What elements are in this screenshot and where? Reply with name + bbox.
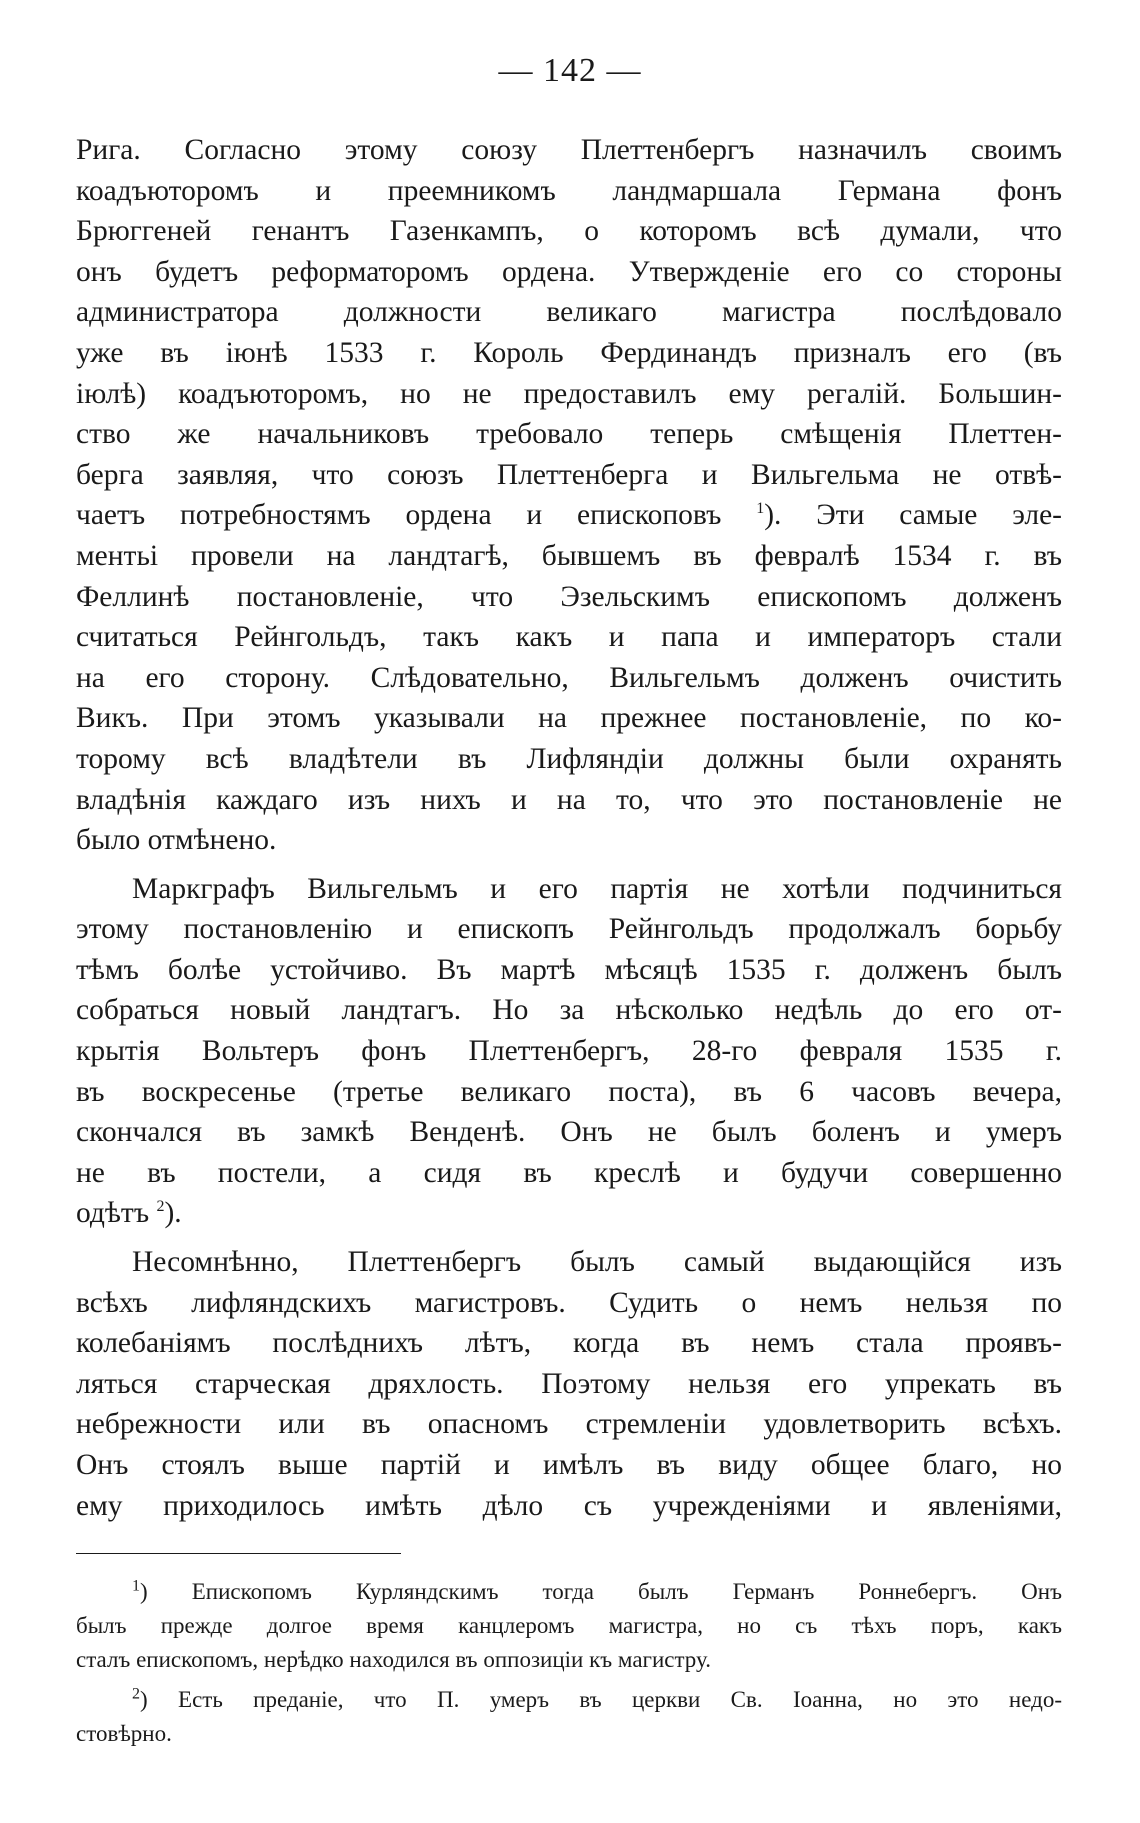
text-line: владѣнія каждаго изъ нихъ и на то, что это постановленіе не (76, 783, 1062, 816)
paragraph-3 (76, 1242, 1062, 1526)
text-segment: одѣтъ (76, 1197, 150, 1230)
footnotes (76, 1575, 1062, 1751)
text-line: онъ будетъ реформаторомъ ордена. Утвержденіе его со стороны (76, 255, 1062, 288)
text-line: въ воскресенье (третье великаго поста), въ 6 часовъ вечера, (76, 1075, 1062, 1108)
text-line: всѣхъ лифляндскихъ магистровъ. Судить о немъ нельзя по (76, 1286, 1062, 1319)
text-line: ментьі провели на ландтагѣ, бывшемъ въ февралѣ 1534 г. въ (76, 539, 1062, 572)
text-line: берга заявляя, что союзъ Плеттенберга и Вильгельма не отвѣ- (76, 458, 1062, 491)
text-line: коадъюторомъ и преемникомъ ландмаршала Германа фонъ (76, 174, 1062, 207)
page-number: — 142 — (498, 52, 642, 89)
text-segment: ) Епископомъ Курляндскимъ тогда былъ Германъ Роннебергъ. Онъ (140, 1579, 1062, 1604)
footnote-line: стовѣрно. (76, 1721, 172, 1746)
text-segment: ) Есть преданіе, что П. умеръ въ церкви Св. Іоанна, но это недо- (140, 1687, 1062, 1712)
footnote-line: сталъ епископомъ, нерѣдко находился въ оппозиціи къ магистру. (76, 1647, 711, 1672)
text-line: Рига. Согласно этому союзу Плеттенбергъ назначилъ своимъ (76, 134, 1062, 166)
text-line: Феллинѣ постановленіе, что Эзельскимъ епископомъ долженъ (76, 580, 1062, 613)
text-line: Брюггеней генантъ Газенкампъ, о которомъ всѣ думали, что (76, 215, 1062, 248)
text-line: Маркграфъ Вильгельмъ и его партія не хотѣли подчиниться (132, 872, 1062, 905)
text-line: не въ постели, а сидя въ креслѣ и будучи совершенно (76, 1156, 1062, 1189)
text-line: торому всѣ владѣтели въ Лифляндіи должны были охранять (76, 742, 1062, 775)
footnote-marker: 2 (132, 1685, 140, 1703)
text-line: колебаніямъ послѣднихъ лѣтъ, когда въ немъ стала проявъ- (76, 1327, 1062, 1360)
main-text (76, 130, 1062, 1526)
text-line: было отмѣнено. (76, 824, 277, 857)
text-segment: ). Эти самые эле- (764, 499, 1062, 532)
text-line: уже въ іюнѣ 1533 г. Король Фердинандъ призналъ его (въ (76, 336, 1062, 369)
paragraph-1 (76, 130, 1062, 861)
text-line: тѣмъ болѣе устойчиво. Въ мартѣ мѣсяцѣ 1535 г. долженъ былъ (76, 953, 1062, 986)
footnote-ref-1: 1 (756, 500, 765, 518)
text-line-with-footnote (76, 1193, 1062, 1234)
text-line: Викъ. При этомъ указывали на прежнее постановленіе, по ко- (76, 702, 1062, 735)
text-line: этому постановленію и епископъ Рейнгольдъ продолжалъ борьбу (76, 913, 1062, 946)
text-line: считаться Рейнгольдъ, такъ какъ и папа и императоръ стали (76, 621, 1062, 654)
text-line: скончался въ замкѣ Венденѣ. Онъ не былъ боленъ и умеръ (76, 1116, 1062, 1149)
text-line: Онъ стоялъ выше партій и имѣлъ въ виду общее благо, но (76, 1449, 1062, 1481)
text-line: ему приходилось имѣть дѣло съ учрежденіями и явленіями, (76, 1489, 1062, 1522)
text-line: собраться новый ландтагъ. Но за нѣсколько недѣль до его от- (76, 994, 1062, 1027)
text-line: ляться старческая дряхлость. Поэтому нельзя его упрекать въ (76, 1367, 1062, 1400)
footnote-divider (76, 1553, 401, 1554)
footnote-ref-2: 2 (156, 1198, 165, 1216)
footnote-1 (76, 1575, 1062, 1677)
text-line: администратора должности великаго магистра послѣдовало (76, 296, 1062, 329)
footnote-line (76, 1575, 1062, 1609)
text-line-with-footnote (76, 495, 1062, 536)
text-line: ство же начальниковъ требовало теперь смѣщенія Плеттен- (76, 418, 1062, 451)
paragraph-2 (76, 869, 1062, 1234)
text-segment: чаетъ потребностямъ ордена и епископовъ (76, 499, 722, 532)
footnote-2 (76, 1683, 1062, 1751)
footnote-marker: 1 (132, 1577, 140, 1595)
text-line: небрежности или въ опасномъ стремленіи удовлетворить всѣхъ. (76, 1408, 1062, 1441)
text-line: на его сторону. Слѣдовательно, Вильгельмъ долженъ очистить (76, 661, 1062, 694)
text-line: іюлѣ) коадъюторомъ, но не предоставилъ ему регалій. Большин- (76, 377, 1062, 410)
footnote-line: былъ прежде долгое время канцлеромъ магистра, но съ тѣхъ поръ, какъ (76, 1613, 1062, 1638)
text-line: крытія Вольтеръ фонъ Плеттенбергъ, 28-го февраля 1535 г. (76, 1035, 1062, 1068)
text-line: Несомнѣнно, Плеттенбергъ былъ самый выдающійся изъ (132, 1246, 1062, 1279)
footnote-line (76, 1683, 1062, 1717)
text-segment: ). (164, 1197, 182, 1230)
